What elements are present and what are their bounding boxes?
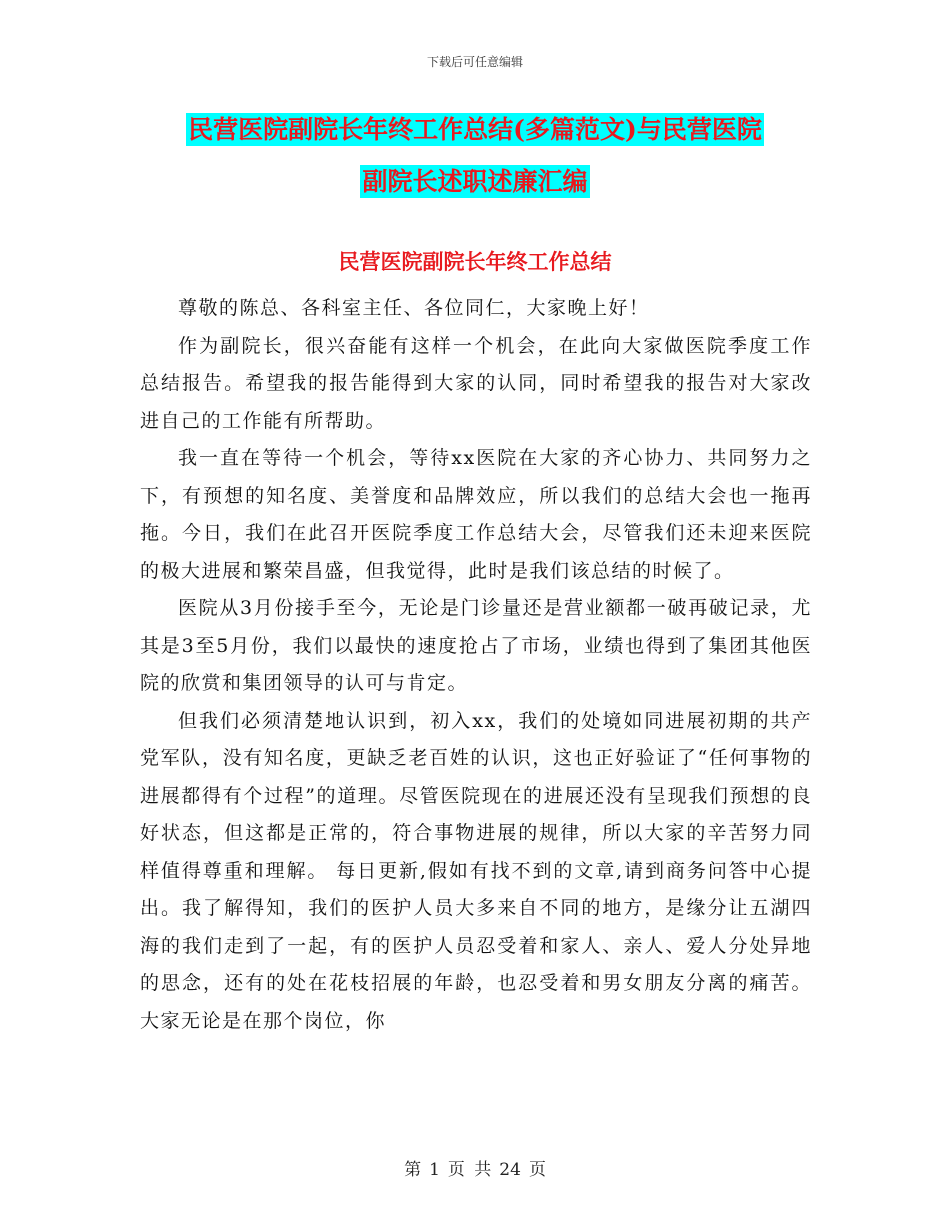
footer-middle: 页 共 — [447, 1160, 492, 1180]
section-title: 民营医院副院长年终工作总结 — [338, 249, 612, 274]
footer-total-pages: 24 — [499, 1160, 521, 1180]
paragraph: 作为副院长，很兴奋能有这样一个机会，在此向大家做医院季度工作总结报告。希望我的报告能得到大家的认同，同时希望我的报告对大家改进自己的工作能有所帮助。 — [140, 334, 812, 432]
page-header-note: 下载后可任意编辑 — [426, 55, 523, 69]
document-title-line-2: 副院长述职述廉汇编 — [362, 167, 588, 196]
body-text — [140, 290, 812, 1040]
paragraph: 尊敬的陈总、各科室主任、各位同仁，大家晚上好！ — [178, 297, 650, 319]
page-footer — [0, 1155, 950, 1180]
document-title-line-1: 民营医院副院长年终工作总结(多篇范文)与民营医院 — [188, 115, 762, 144]
paragraph: 医院从3月份接手至今，无论是门诊量还是营业额都一破再破记录，尤其是3至5月份，我们以最快的速度抢占了市场，业绩也得到了集团其他医院的欣赏和集团领导的认可与肯定。 — [140, 597, 812, 694]
footer-suffix: 页 — [528, 1160, 546, 1180]
footer-page-number: 1 — [429, 1160, 440, 1180]
paragraph: 但我们必须清楚地认识到，初入xx，我们的处境如同进展初期的共产党军队，没有知名度，更缺乏老百姓的认识，这也正好验证了“任何事物的进展都得有个过程”的道理。尽管医院现在的进展还没有呈现我们预想的良好状态，但这都是正常的，符合事物进展的规律，所以大家的辛苦努力同样值得尊重和理解。 每日更新,假如有找不到的文章,请到商务问答中心提出。我了解得知，我们的医护人员大多来自不同的地方，是缘分让五湖四海的我们走到了一起，有的医护人员忍受着和家人、亲人、爱人分处异地的思念，还有的处在花枝招展的年龄，也忍受着和男女朋友分离的痛苦。大家无论是在那个岗位，你 — [140, 709, 812, 1032]
document-title — [140, 104, 810, 208]
footer-prefix: 第 — [404, 1160, 422, 1180]
paragraph: 我一直在等待一个机会，等待xx医院在大家的齐心协力、共同努力之下，有预想的知名度、美誉度和品牌效应，所以我们的总结大会也一拖再拖。今日，我们在此召开医院季度工作总结大会，尽管我们还未迎来医院的极大进展和繁荣昌盛，但我觉得，此时是我们该总结的时候了。 — [140, 447, 812, 582]
